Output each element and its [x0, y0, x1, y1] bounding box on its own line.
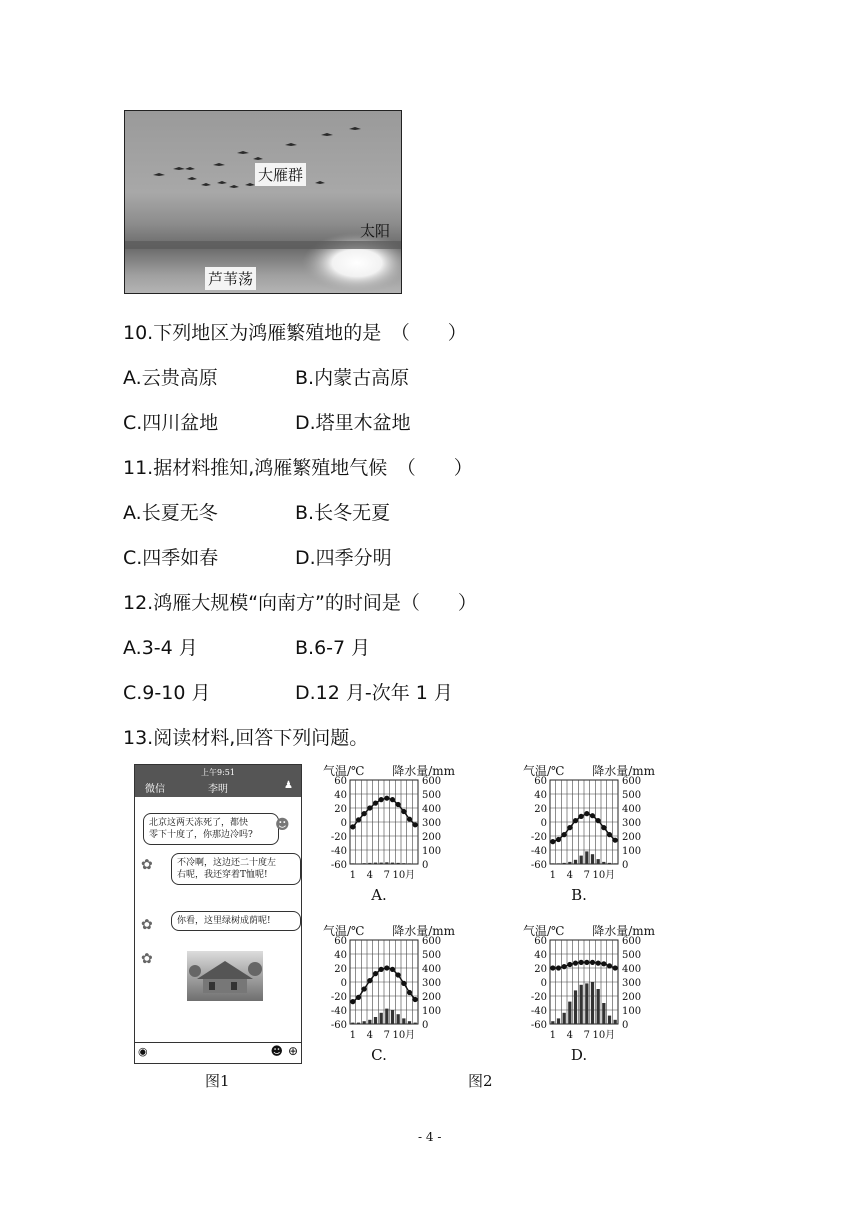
phone-contact-name: 李明: [208, 784, 228, 795]
voice-icon[interactable]: ◉: [138, 1045, 148, 1058]
precip-bar: [580, 856, 583, 864]
emoji-icon[interactable]: ☻: [270, 1044, 283, 1058]
temperature-point: [390, 967, 395, 972]
temp-axis-label: 气温/℃: [523, 764, 565, 778]
month-tick: 4: [566, 870, 574, 881]
precip-bar: [602, 862, 605, 864]
page-number: - 4 -: [418, 1130, 442, 1144]
precip-bar: [585, 983, 588, 1024]
figure-1-caption: 图1: [205, 1072, 230, 1090]
temperature-point: [590, 813, 595, 818]
temperature-point: [607, 832, 612, 837]
month-tick: 7: [383, 1030, 391, 1041]
precip-bar: [380, 863, 383, 864]
precip-bar: [357, 863, 360, 864]
temperature-point: [567, 825, 572, 830]
precip-bar: [551, 1021, 554, 1024]
precip-bar: [585, 851, 588, 864]
temperature-point: [573, 961, 578, 966]
temperature-point: [396, 802, 401, 807]
climate-chart-d: [523, 923, 656, 1064]
temperature-point: [350, 999, 355, 1004]
precip-bar: [351, 863, 354, 864]
precip-tick: 500: [422, 790, 442, 801]
temp-tick: -40: [530, 1006, 547, 1017]
precip-bar: [385, 1009, 388, 1024]
precip-bar: [408, 1021, 411, 1024]
q10-option-a: A.云贵高原: [123, 367, 218, 389]
friend-avatar-icon: ✿: [141, 857, 153, 873]
climate-chart-c: [323, 923, 456, 1064]
q10-option-d: D.塔里木盆地: [295, 412, 411, 434]
sun-label: 太阳: [360, 222, 391, 240]
geese-photo: [124, 110, 402, 294]
precip-bar: [602, 1003, 605, 1024]
temp-tick: -40: [530, 846, 547, 857]
friend-avatar-icon: ✿: [141, 951, 153, 967]
precip-axis-label: 降水量/mm: [592, 764, 655, 778]
month-tick: 10月: [392, 870, 416, 881]
msg2-line1: 不冷啊，这边还二十度左: [177, 858, 277, 868]
q11-option-a: A.长夏无冬: [123, 502, 218, 524]
precip-bar: [385, 862, 388, 864]
temperature-point: [596, 961, 601, 966]
precip-bar: [414, 863, 417, 864]
q12-option-a: A.3-4 月: [123, 637, 198, 659]
friend-avatar-icon: ✿: [141, 917, 153, 933]
precip-bar: [414, 1023, 417, 1024]
precip-bar: [402, 1018, 405, 1024]
precip-tick: 300: [622, 818, 642, 829]
temperature-point: [379, 967, 384, 972]
chat-message-sent: [143, 813, 279, 845]
temp-tick: -20: [330, 992, 347, 1003]
precip-tick: 0: [622, 860, 629, 871]
figure-2-caption: 图2: [468, 1072, 493, 1090]
precip-tick: 400: [622, 964, 642, 975]
precip-bar: [557, 863, 560, 864]
precip-tick: 300: [622, 978, 642, 989]
temperature-point: [373, 971, 378, 976]
precip-bar: [568, 862, 571, 864]
precip-bar: [368, 863, 371, 864]
q10-option-c: C.四川盆地: [123, 412, 219, 434]
temperature-point: [590, 960, 595, 965]
month-tick: 1: [349, 870, 357, 881]
precip-tick: 100: [422, 846, 442, 857]
precip-tick: 500: [622, 790, 642, 801]
temperature-point: [367, 978, 372, 983]
temperature-point: [567, 962, 572, 967]
temperature-point: [401, 981, 406, 986]
temperature-point: [396, 972, 401, 977]
temperature-point: [407, 990, 412, 995]
precip-bar: [597, 989, 600, 1024]
temp-tick: 20: [334, 964, 347, 975]
temp-tick: 60: [534, 776, 547, 787]
temp-tick: 40: [534, 950, 547, 961]
temperature-point: [550, 965, 555, 970]
temperature-point: [596, 818, 601, 823]
q10-option-b: B.内蒙古高原: [295, 367, 410, 389]
temp-tick: 0: [340, 818, 347, 829]
temperature-point: [579, 960, 584, 965]
precip-tick: 400: [422, 964, 442, 975]
precip-bar: [597, 859, 600, 864]
precip-tick: 300: [422, 818, 442, 829]
temperature-point: [350, 824, 355, 829]
q12-option-c: C.9-10 月: [123, 682, 211, 704]
question-12: 12.鸿雁大规模“向南方”的时间是（ ）: [123, 592, 477, 614]
climate-chart-b: [523, 763, 656, 904]
temp-tick: -60: [330, 1020, 347, 1031]
precip-bar: [574, 860, 577, 864]
temperature-point: [384, 965, 389, 970]
month-tick: 10月: [392, 1030, 416, 1041]
temperature-point: [362, 986, 367, 991]
temperature-point: [401, 809, 406, 814]
temp-tick: 20: [534, 964, 547, 975]
temperature-point: [601, 825, 606, 830]
month-tick: 4: [366, 1030, 374, 1041]
temp-tick: 0: [340, 978, 347, 989]
temperature-point: [384, 796, 389, 801]
temperature-point: [413, 822, 418, 827]
house-drawing: [187, 951, 263, 1001]
temp-tick: -40: [330, 1006, 347, 1017]
precip-tick: 300: [422, 978, 442, 989]
reeds-label: 芦苇荡: [205, 267, 256, 290]
geese-photo-drawing: [125, 111, 402, 294]
precip-bar: [380, 1013, 383, 1024]
month-tick: 10月: [592, 1030, 616, 1041]
temperature-point: [367, 805, 372, 810]
precip-bar: [363, 863, 366, 864]
temp-tick: -60: [330, 860, 347, 871]
phone-app-name: 微信: [145, 784, 165, 795]
month-tick: 7: [383, 870, 391, 881]
temperature-point: [607, 963, 612, 968]
precip-tick: 200: [422, 992, 442, 1003]
temperature-point: [356, 817, 361, 822]
temperature-point: [613, 965, 618, 970]
temperature-point: [613, 838, 618, 843]
precip-tick: 100: [622, 846, 642, 857]
msg1-line1: 北京这两天冻死了，都快: [149, 818, 249, 828]
temp-axis-label: 气温/℃: [523, 924, 565, 938]
chat-message-received: [171, 853, 301, 885]
month-tick: 1: [549, 1030, 557, 1041]
precip-bar: [614, 863, 617, 864]
precip-tick: 600: [422, 776, 442, 787]
precip-axis-label: 降水量/mm: [392, 764, 455, 778]
temperature-point: [550, 839, 555, 844]
precip-bar: [408, 863, 411, 864]
precip-bar: [397, 1014, 400, 1024]
q11-option-b: B.长冬无夏: [295, 502, 391, 524]
temperature-point: [390, 797, 395, 802]
month-tick: 10月: [592, 870, 616, 881]
month-tick: 1: [349, 1030, 357, 1041]
precip-tick: 600: [622, 936, 642, 947]
chart-letter: A.: [371, 886, 387, 904]
temp-tick: 40: [534, 790, 547, 801]
temp-tick: 20: [334, 804, 347, 815]
precip-tick: 100: [622, 1006, 642, 1017]
precip-bar: [591, 982, 594, 1024]
precip-bar: [580, 985, 583, 1024]
temperature-point: [562, 964, 567, 969]
precip-bar: [374, 1017, 377, 1024]
precip-bar: [568, 1002, 571, 1024]
q12-option-d: D.12 月-次年 1 月: [295, 682, 453, 704]
temp-tick: -40: [330, 846, 347, 857]
temperature-point: [601, 961, 606, 966]
question-11: 11.据材料推知,鸿雁繁殖地气候 （ ）: [123, 457, 473, 479]
precip-bar: [591, 854, 594, 864]
temp-tick: -20: [530, 832, 547, 843]
precip-tick: 200: [622, 992, 642, 1003]
temp-tick: -20: [330, 832, 347, 843]
msg2-line2: 右呢，我还穿着T恤呢!: [177, 870, 268, 880]
precip-tick: 400: [422, 804, 442, 815]
temperature-point: [556, 965, 561, 970]
q11-option-d: D.四季分明: [295, 547, 392, 569]
chart-letter: C.: [371, 1046, 387, 1064]
temperature-point: [556, 837, 561, 842]
q12-option-b: B.6-7 月: [295, 637, 371, 659]
temperature-point: [379, 797, 384, 802]
precip-tick: 0: [422, 860, 429, 871]
msg1-line2: 零下十度了，你那边冷吗?: [149, 830, 253, 840]
month-tick: 1: [549, 870, 557, 881]
temperature-point: [584, 960, 589, 965]
precip-bar: [391, 1010, 394, 1024]
precip-bar: [368, 1020, 371, 1024]
precip-bar: [391, 863, 394, 864]
temp-axis-label: 气温/℃: [323, 764, 365, 778]
temperature-point: [562, 832, 567, 837]
precip-bar: [557, 1018, 560, 1024]
chart-letter: B.: [571, 886, 587, 904]
temp-tick: -20: [530, 992, 547, 1003]
precip-tick: 100: [422, 1006, 442, 1017]
chat-photo-house[interactable]: [187, 951, 263, 1001]
precip-bar: [614, 1020, 617, 1024]
temp-tick: 60: [534, 936, 547, 947]
precip-bar: [563, 863, 566, 864]
precip-bar: [563, 1013, 566, 1024]
precip-tick: 500: [422, 950, 442, 961]
precip-tick: 400: [622, 804, 642, 815]
precip-bar: [357, 1023, 360, 1024]
temp-tick: 0: [540, 978, 547, 989]
climate-chart-a: [323, 763, 456, 904]
temp-tick: -60: [530, 860, 547, 871]
precip-tick: 0: [622, 1020, 629, 1031]
temperature-point: [584, 811, 589, 816]
month-tick: 4: [366, 870, 374, 881]
precip-bar: [551, 863, 554, 864]
month-tick: 7: [583, 870, 591, 881]
phone-time: 上午9:51: [201, 768, 235, 777]
month-tick: 4: [566, 1030, 574, 1041]
temp-tick: 60: [334, 936, 347, 947]
precip-bar: [397, 863, 400, 864]
precip-axis-label: 降水量/mm: [592, 924, 655, 938]
chat-message-received-2: 你看，这里绿树成荫呢!: [171, 911, 301, 931]
precip-tick: 600: [422, 936, 442, 947]
precip-bar: [608, 1016, 611, 1024]
temperature-point: [579, 814, 584, 819]
precip-tick: 200: [422, 832, 442, 843]
precip-tick: 500: [622, 950, 642, 961]
precip-tick: 200: [622, 832, 642, 843]
sender-avatar-icon: ☻: [275, 817, 290, 833]
temp-tick: 60: [334, 776, 347, 787]
q11-option-c: C.四季如春: [123, 547, 219, 569]
temperature-point: [413, 997, 418, 1002]
temperature-point: [407, 817, 412, 822]
phone-screenshot: [134, 764, 302, 1064]
precip-bar: [402, 863, 405, 864]
precip-tick: 0: [422, 1020, 429, 1031]
precip-bar: [374, 863, 377, 864]
temp-tick: 20: [534, 804, 547, 815]
temp-tick: -60: [530, 1020, 547, 1031]
temp-axis-label: 气温/℃: [323, 924, 365, 938]
temperature-point: [356, 995, 361, 1000]
temperature-point: [362, 811, 367, 816]
precip-tick: 600: [622, 776, 642, 787]
precip-axis-label: 降水量/mm: [392, 924, 455, 938]
geese-label: 大雁群: [255, 163, 306, 186]
precip-bar: [574, 990, 577, 1024]
temperature-point: [373, 801, 378, 806]
chart-letter: D.: [570, 1046, 588, 1064]
precip-bar: [351, 1023, 354, 1024]
temp-tick: 40: [334, 950, 347, 961]
temperature-point: [573, 818, 578, 823]
precip-bar: [363, 1021, 366, 1024]
question-10: 10.下列地区为鸿雁繁殖地的是 （ ）: [123, 322, 467, 344]
temp-tick: 0: [540, 818, 547, 829]
question-13: 13.阅读材料,回答下列问题。: [123, 727, 369, 749]
month-tick: 7: [583, 1030, 591, 1041]
add-icon[interactable]: ⊕: [287, 1044, 298, 1058]
contact-person-icon[interactable]: ♟: [284, 780, 293, 791]
precip-bar: [608, 863, 611, 864]
climate-charts: [315, 760, 665, 1090]
phone-input-bar: [135, 1042, 301, 1063]
phone-header: [135, 765, 301, 797]
temp-tick: 40: [334, 790, 347, 801]
